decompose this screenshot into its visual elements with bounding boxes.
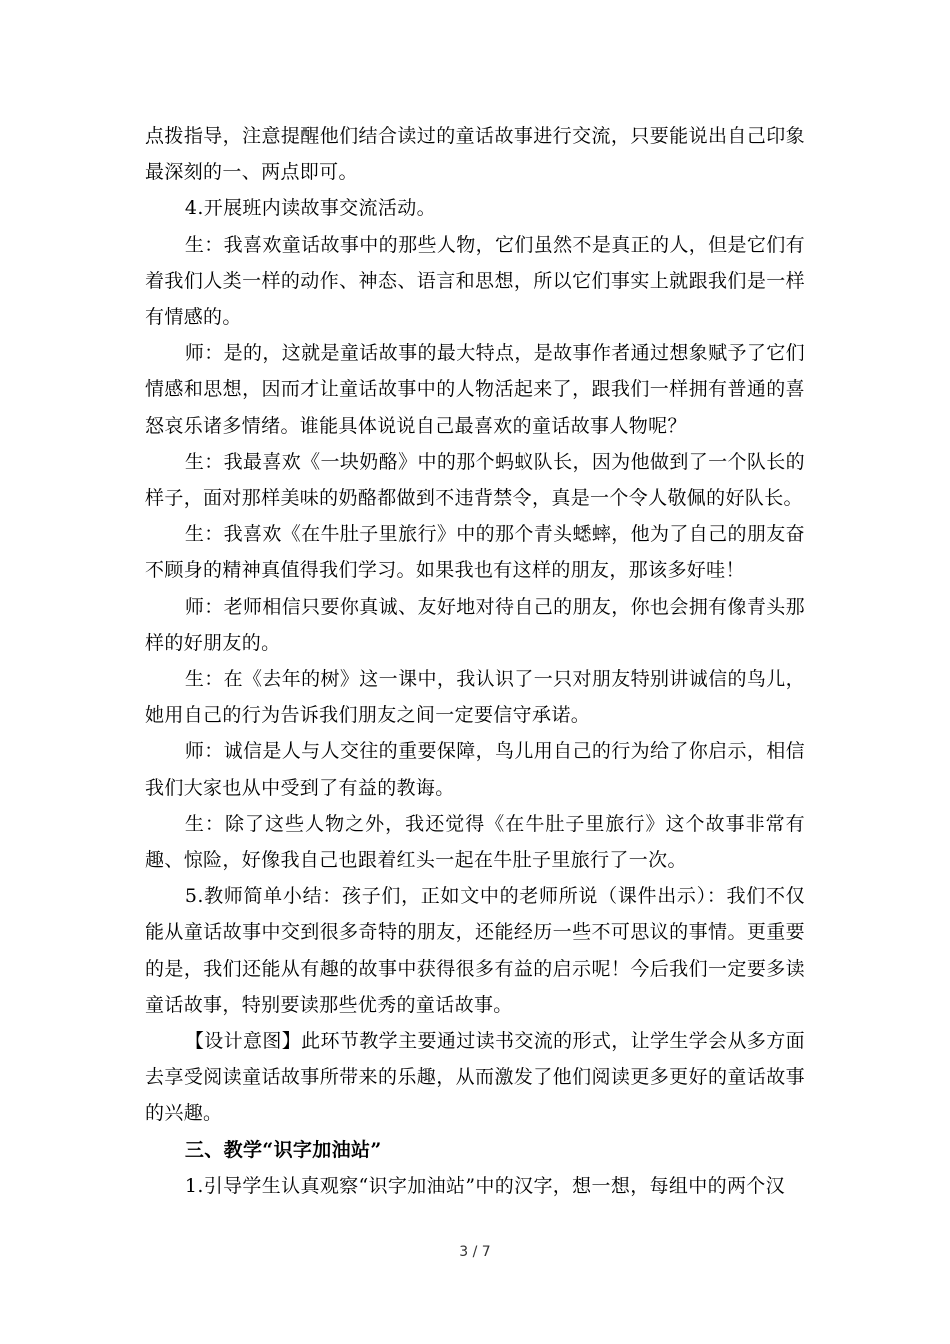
paragraph-student-4: 生：在《去年的树》这一课中，我认识了一只对朋友特别讲诚信的鸟儿，她用自己的行为告诉我们朋友之间一定要信守承诺。 xyxy=(145,668,805,727)
section-heading-3: 三、教学“识字加油站” xyxy=(184,1138,382,1161)
paragraph-teacher-2: 师：老师相信只要你真诚、友好地对待自己的朋友，你也会拥有像青头那样的好朋友的。 xyxy=(145,595,805,654)
paragraph-continuation: 点拨指导，注意提醒他们结合读过的童话故事进行交流，只要能说出自己印象最深刻的一、两点即可。 xyxy=(145,125,805,184)
paragraph-step-4: 4.开展班内读故事交流活动。 xyxy=(184,197,436,220)
document-body xyxy=(145,118,805,1204)
page-number: 3 / 7 xyxy=(459,1244,491,1260)
paragraph-teacher-3: 师：诚信是人与人交往的重要保障，鸟儿用自己的行为给了你启示，相信我们大家也从中受到了有益的教诲。 xyxy=(145,740,805,799)
paragraph-teacher-1: 师：是的，这就是童话故事的最大特点，是故事作者通过想象赋予了它们情感和思想，因而才让童话故事中的人物活起来了，跟我们一样拥有普通的喜怒哀乐诸多情绪。谁能具体说说自己最喜欢的童话故事人物呢？ xyxy=(145,342,805,437)
paragraph-design-intent: 【设计意图】此环节教学主要通过读书交流的形式，让学生学会从多方面去享受阅读童话故事所带来的乐趣，从而激发了他们阅读更多更好的童话故事的兴趣。 xyxy=(145,1030,805,1125)
paragraph-student-3: 生：我喜欢《在牛肚子里旅行》中的那个青头蟋蟀，他为了自己的朋友奋不顾身的精神真值得我们学习。如果我也有这样的朋友，那该多好哇！ xyxy=(145,523,805,582)
paragraph-step-1-literacy: 1.引导学生认真观察“识字加油站”中的汉字，想一想，每组中的两个汉 xyxy=(184,1174,785,1197)
paragraph-student-5: 生：除了这些人物之外，我还觉得《在牛肚子里旅行》这个故事非常有趣、惊险，好像我自己也跟着红头一起在牛肚子里旅行了一次。 xyxy=(145,812,805,872)
paragraph-student-2: 生：我最喜欢《一块奶酪》中的那个蚂蚁队长，因为他做到了一个队长的样子，面对那样美味的奶酪都做到不违背禁令，真是一个令人敬佩的好队长。 xyxy=(145,450,805,510)
paragraph-student-1: 生：我喜欢童话故事中的那些人物，它们虽然不是真正的人，但是它们有着我们人类一样的动作、神态、语言和思想，所以它们事实上就跟我们是一样有情感的。 xyxy=(145,233,805,329)
paragraph-step-5-summary: 5.教师简单小结：孩子们，正如文中的老师所说（课件出示）：我们不仅能从童话故事中交到很多奇特的朋友，还能经历一些不可思议的事情。更重要的是，我们还能从有趣的故事中获得很多有益的启示呢！今后我们一定要多读童话故事，特别要读那些优秀的童话故事。 xyxy=(145,885,805,1016)
